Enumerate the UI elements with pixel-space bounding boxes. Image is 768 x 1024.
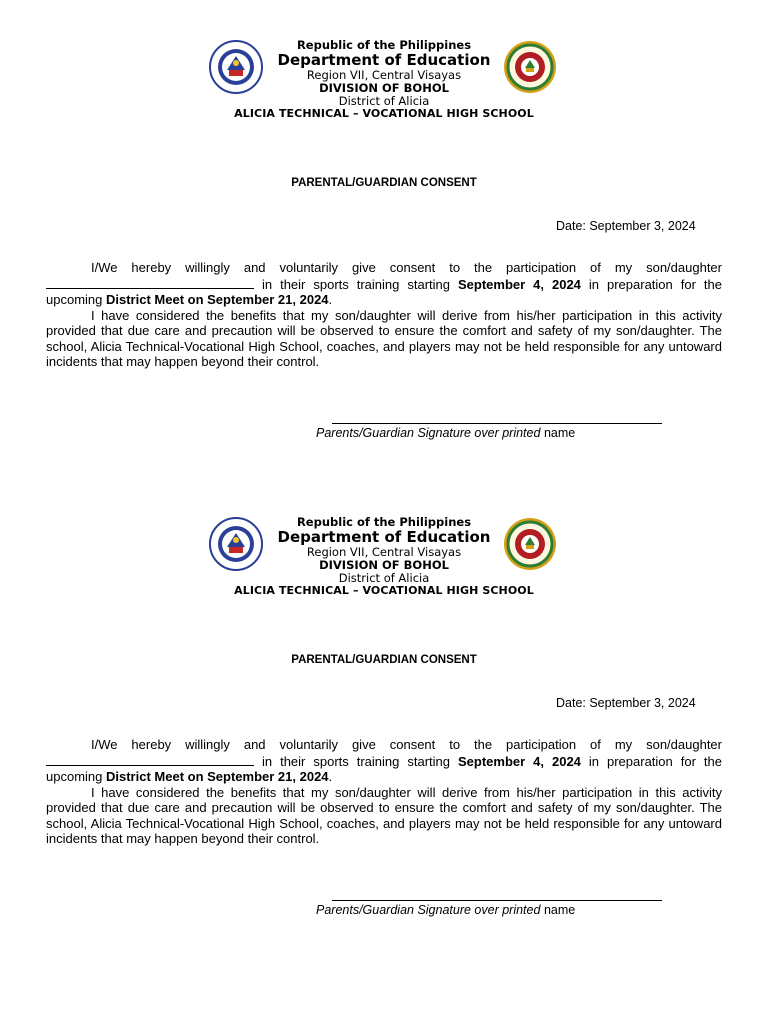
signature-caption-italic: Parents/Guardian Signature over printed [316, 903, 541, 917]
republic-label: Republic of the Philippines [296, 515, 472, 529]
para2-text: I have considered the benefits that my son/daughter will derive from his/her participation in this activity provided that due care and precaution will be observed to ensure the comfort and safety of my son/daughter. The school, Alicia Technical-Vocational High School, coaches, and players may not be held responsible for any untoward incidents that may happen beyond their control. [46, 307, 722, 369]
consent-form-1 [0, 0, 768, 500]
para1-text-d: . [328, 769, 333, 784]
letterhead [0, 515, 768, 598]
consent-body [46, 260, 722, 370]
signature-caption-normal: name [543, 903, 576, 917]
para1-text-b: in their sports training starting [261, 753, 450, 769]
signature-caption [316, 903, 575, 917]
consent-paragraph-1 [46, 737, 722, 785]
consent-paragraph-2 [46, 308, 722, 370]
signature-caption [316, 426, 575, 440]
division-label: DIVISION OF BOHOL [319, 558, 449, 572]
district-label: District of Alicia [338, 94, 430, 108]
signature-caption-italic: Parents/Guardian Signature over printed [316, 426, 541, 440]
signature-line[interactable] [332, 900, 662, 901]
event-name: District Meet on September 21, 2024 [106, 769, 329, 784]
child-name-blank[interactable] [46, 276, 254, 289]
consent-paragraph-2 [46, 785, 722, 847]
region-label: Region VII, Central Visayas [306, 545, 462, 559]
signature-caption-normal: name [543, 426, 576, 440]
consent-title: PARENTAL/GUARDIAN CONSENT [291, 177, 477, 189]
department-name: Department of Education [277, 528, 491, 546]
para1-text-d: . [328, 292, 333, 307]
division-label: DIVISION OF BOHOL [319, 81, 449, 95]
consent-date: Date: September 3, 2024 [556, 696, 696, 710]
school-name: ALICIA TECHNICAL – VOCATIONAL HIGH SCHOOL [234, 584, 534, 597]
training-date: September 4, 2024 [457, 753, 581, 769]
training-date: September 4, 2024 [457, 276, 581, 292]
para1-text-a: I/We hereby willingly and voluntarily give consent to the participation of my son/daughter [91, 737, 722, 752]
republic-label: Republic of the Philippines [296, 38, 472, 52]
para1-text-a: I/We hereby willingly and voluntarily give consent to the participation of my son/daughter [91, 260, 722, 275]
consent-title: PARENTAL/GUARDIAN CONSENT [291, 654, 477, 666]
letterhead [0, 38, 768, 121]
consent-body [46, 737, 722, 847]
para1-text-c: in preparation for the upcoming [46, 753, 722, 784]
department-name: Department of Education [277, 51, 491, 69]
event-name: District Meet on September 21, 2024 [106, 292, 329, 307]
consent-paragraph-1 [46, 260, 722, 308]
region-label: Region VII, Central Visayas [306, 68, 462, 82]
school-name: ALICIA TECHNICAL – VOCATIONAL HIGH SCHOOL [234, 107, 534, 120]
child-name-blank[interactable] [46, 753, 254, 766]
signature-line[interactable] [332, 423, 662, 424]
para1-text-b: in their sports training starting [261, 276, 450, 292]
para1-text-c: in preparation for the upcoming [46, 276, 722, 307]
consent-date: Date: September 3, 2024 [556, 219, 696, 233]
district-label: District of Alicia [338, 571, 430, 585]
para2-text: I have considered the benefits that my son/daughter will derive from his/her participation in this activity provided that due care and precaution will be observed to ensure the comfort and safety of my son/daughter. The school, Alicia Technical-Vocational High School, coaches, and players may not be held responsible for any untoward incidents that may happen beyond their control. [46, 784, 722, 846]
consent-form-2 [0, 477, 768, 977]
